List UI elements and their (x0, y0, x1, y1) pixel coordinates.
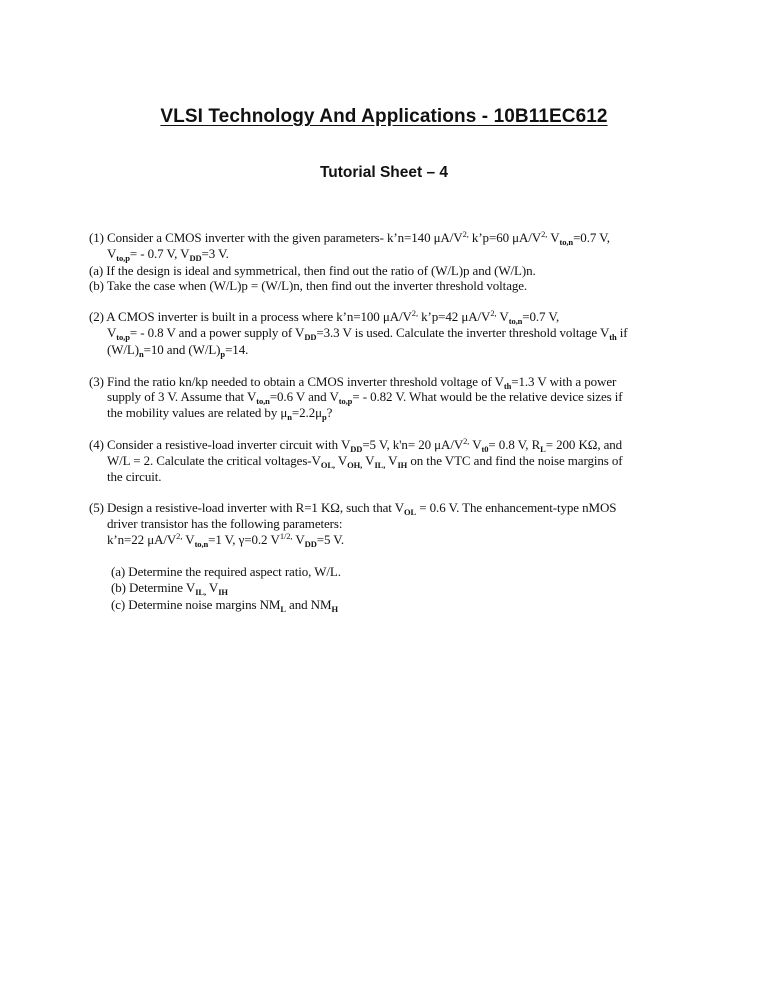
q4-line-3: the circuit. (107, 469, 162, 484)
q4-line-1: (4) Consider a resistive-load inverter circuit with $V_{DD}=5$ V, k'n= 20 $\mu A/V^{2,}$ $V_{t0}= 0.8$ V, $R_L= 200$ KΩ, and (89, 436, 623, 454)
page-title: VLSI Technology And Applications - 10B11EC612 (160, 106, 608, 127)
q2-line-1: (2) A CMOS inverter is built in a process where k’n=100 $\mu A/V^{2,}$ k’p=42 $\mu A/V^{2,}$ $V_{to,n}=0.7$ V, (89, 308, 560, 326)
q5-line-3: k’n=22 $\mu A/V^{2,}$ $V_{to,n}=1$ V, γ=0.2 $V^{1/2,}$ $V_{DD}=5$ V. (107, 531, 345, 549)
q1-line-1: (1) Consider a CMOS inverter with the given parameters- k’n=140 $\mu A/V^{2,}$ k’p=60 $\mu A/V^{2,}$ $V_{to,n}=0.7$ V, (89, 229, 610, 247)
q4-line-2: W/L = 2. Calculate the critical voltages-$V_{OL,}$ $V_{OH,}$ $V_{IL,}$ $V_{IH}$ on the VTC and find the noise margins of (107, 453, 623, 470)
q5-subpart-c: (c) Determine noise margins $NM_L$ and $NM_H$ (111, 597, 338, 614)
page-subtitle: Tutorial Sheet – 4 (319, 164, 449, 181)
q5-line-1: (5) Design a resistive-load inverter with R=1 KΩ, such that $V_{OL} = 0.6$ V. The enhancement-type nMOS (89, 500, 617, 517)
q3-line-2: supply of 3 V. Assume that $V_{to,n}=0.6$ V and $V_{to,p}= - 0.82$ V. What would be the relative device sizes if (107, 389, 623, 406)
q3-line-3: the mobility values are related by $\mu_n=2.2\mu_p$? (107, 405, 333, 422)
q1-part-a: (a) If the design is ideal and symmetrical, then find out the ratio of (W/L)p and (W/L)n. (89, 263, 536, 278)
q3-line-1: (3) Find the ratio kn/kp needed to obtain a CMOS inverter threshold voltage of $V_{th}=1.3$ V with a power (89, 374, 617, 391)
q5-subpart-b: (b) Determine $V_{IL,}$ $V_{IH}$ (111, 580, 228, 597)
q2-line-2: $V_{to,p}= - 0.8$ V and a power supply of $V_{DD}=3.3$ V is used. Calculate the inverter threshold voltage $V_{th}$ if (107, 325, 628, 342)
q1-line-2: $V_{to,p}= - 0.7$ V, $V_{DD}=3$ V. (107, 246, 229, 263)
q1-part-b: (b) Take the case when (W/L)p = (W/L)n, then find out the inverter threshold voltage. (89, 278, 528, 293)
q2-line-3: $(W/L)_n=10$ and $(W/L)_p=14$. (107, 342, 249, 359)
q5-subpart-a: (a) Determine the required aspect ratio, W/L. (111, 564, 341, 579)
q5-line-2: driver transistor has the following parameters: (107, 516, 343, 531)
